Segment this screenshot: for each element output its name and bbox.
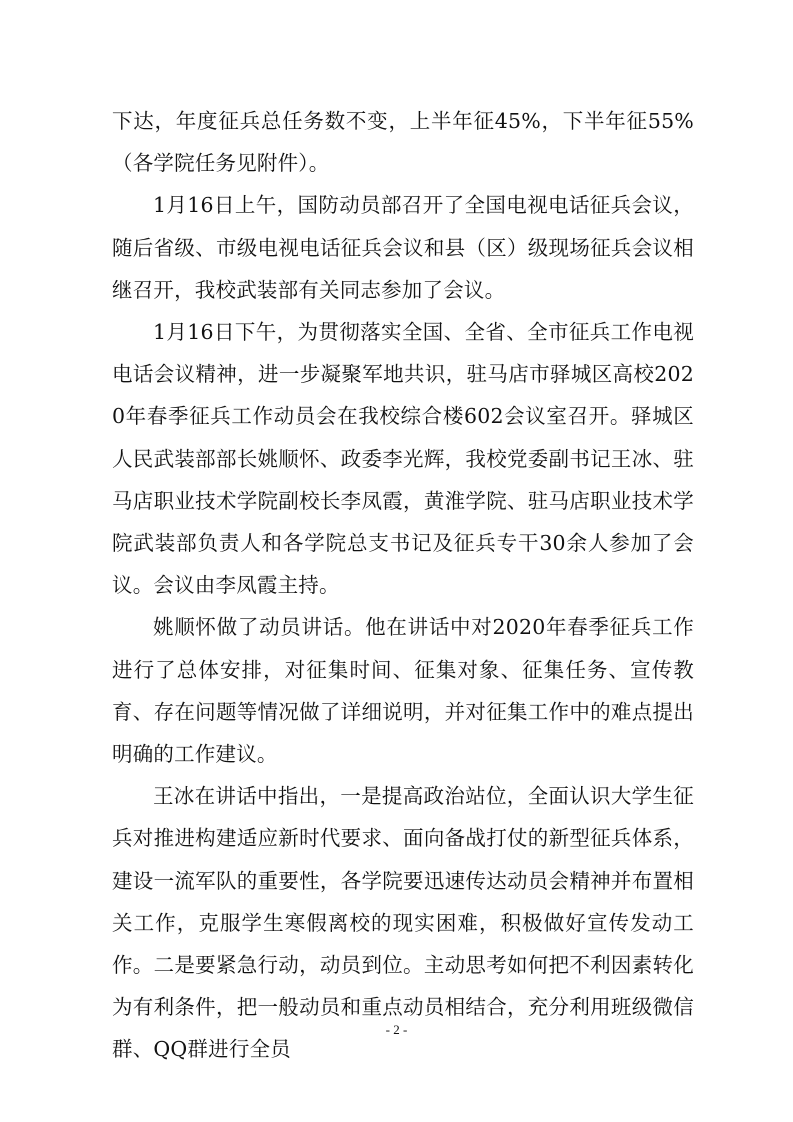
paragraph-wang-speech: 王冰在讲话中指出，一是提高政治站位，全面认识大学生征兵对推进构建适应新时代要求、面向备战打仗的新型征兵体系，建设一流军队的重要性，各学院要迅速传达动员会精神并布置相关工作，克服学生寒假离校的现实困难，积极做好宣传发动工作。二是要紧急行动，动员到位。主动思考如何把不利因素转化为有利条件，把一般动员和重点动员相结合，充分利用班级微信群、QQ群进行全员	[112, 784, 694, 1062]
paragraph-national-meeting: 1月16日上午，国防动员部召开了全国电视电话征兵会议，随后省级、市级电视电话征兵会议和县（区）级现场征兵会议相继召开，我校武装部有关同志参加了会议。	[112, 193, 694, 302]
paragraph-continuation: 下达，年度征兵总任务数不变，上半年征45%，下半年征55%（各学院任务见附件）。	[112, 109, 694, 176]
paragraph-mobilization-meeting: 1月16日下午，为贯彻落实全国、全省、全市征兵工作电视电话会议精神，进一步凝聚军地共识，驻马店市驿城区高校2020年春季征兵工作动员会在我校综合楼602会议室召开。驿城区人民武装部部长姚顺怀、政委李光辉，我校党委副书记王冰、驻马店职业技术学院副校长李凤霞，黄淮学院、驻马店职业技术学院武装部负责人和各学院总支书记及征兵专干30余人参加了会议。会议由李凤霞主持。	[112, 320, 694, 598]
page-number: - 2 -	[385, 1022, 408, 1037]
paragraph-yao-speech: 姚顺怀做了动员讲话。他在讲话中对2020年春季征兵工作进行了总体安排，对征集时间、征集对象、征集任务、宣传教育、存在问题等情况做了详细说明，并对征集工作中的难点提出明确的工作建议。	[112, 615, 694, 767]
body-text	[112, 100, 694, 1071]
